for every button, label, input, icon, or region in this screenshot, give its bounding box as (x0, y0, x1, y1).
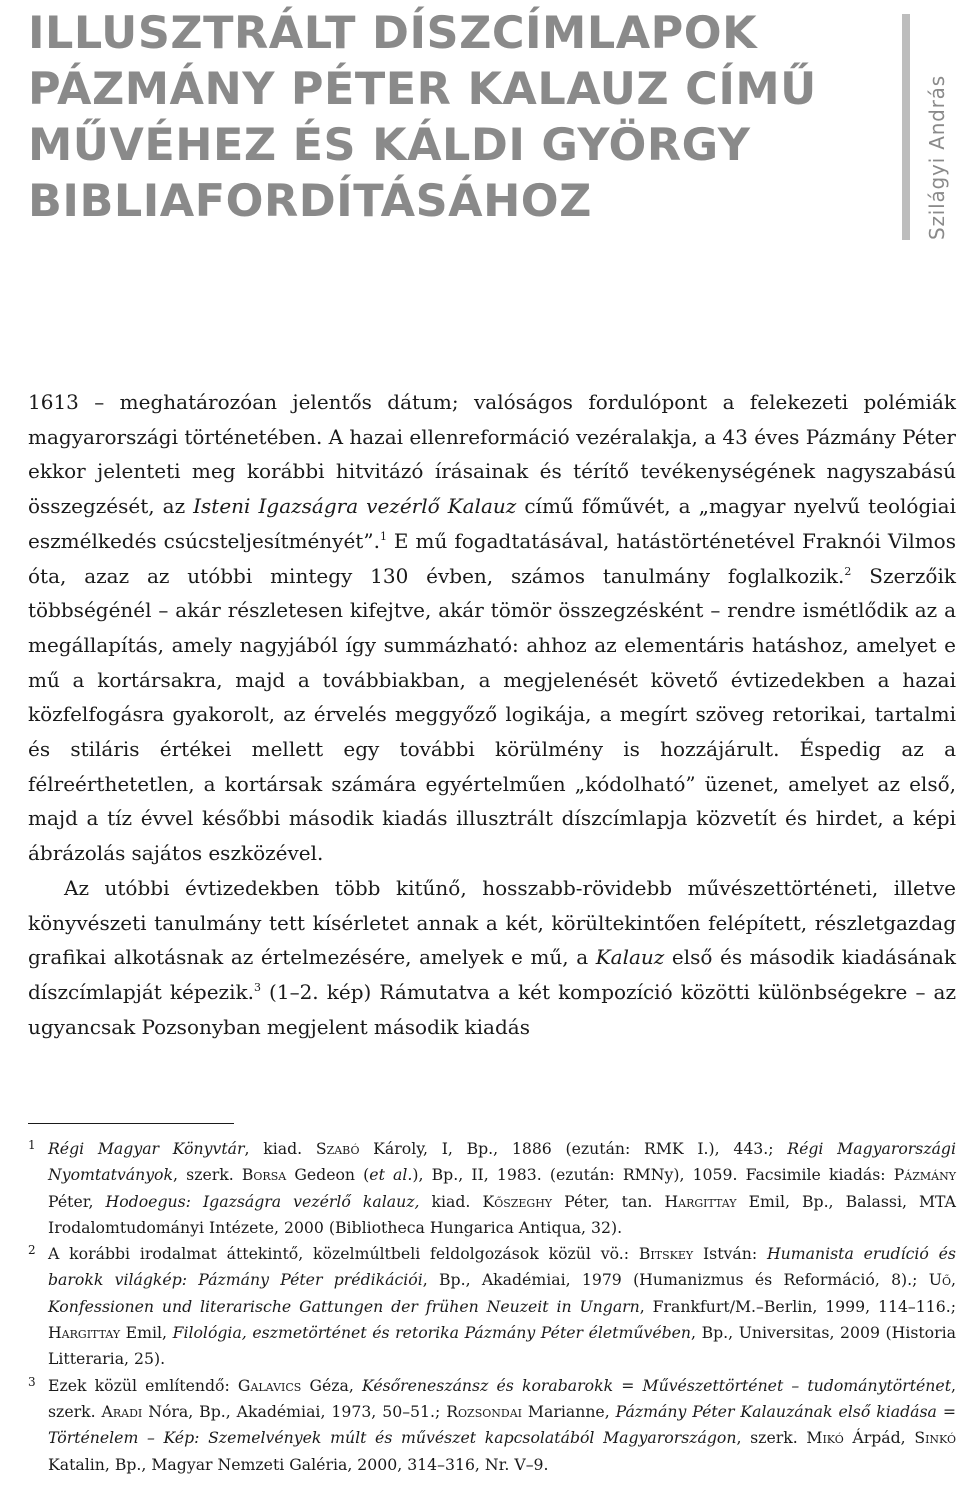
title-line: MŰVÉHEZ ÉS KÁLDI GYÖRGY (28, 120, 751, 171)
paragraph-1: 1613 – meghatározóan jelentős dátum; valóságos fordulópont a felekezeti polémiák magyarországi történetében. A hazai ellenreformáció vezéralakja, a 43 éves Pázmány Péter ekkor jelenteti meg korábbi hitvitázó írásainak és térítő tevékenységének nagyszabású összegzését, az Isteni Igazságra vezérlő Kalauz című főművét, a „magyar nyelvű teológiai eszmélkedés csúcsteljesítményét”.$^1$ E mű fogadtatásával, hatástörténetével Fraknói Vilmos óta, azaz az utóbbi mintegy 130 évben, számos tanulmány foglalkozik.$^2$ Szerzőik többségénél – akár részletesen kifejtve, akár tömör összegzésként – rendre ismétlődik az a megállapítás, amely nagyjából így summázható: ahhoz az elementáris hatáshoz, amelyet e mű a kortársakra, majd a továbbiakban, a megjelenését követő évtizedekben a hazai közfelfogásra gyakorolt, az érvelés meggyőző logikája, a megírt szöveg retorikai, tartalmi és stiláris értékei mellett egy további körülmény is hozzájárult. Éspedig az a félreérthetetlen, a kortársak számára egyértelműen „kódolható” üzenet, amelyet az első, majd a tíz évvel későbbi második kiadás illusztrált díszcímlapja közvetít és hirdet, a képi ábrázolás sajátos eszközével. (28, 390, 956, 866)
footnote-ref-2[interactable]: 2 (844, 564, 852, 578)
footnote-number: 2 (28, 1243, 36, 1258)
footnotes (28, 1136, 956, 1478)
title-line: PÁZMÁNY PÉTER KALAUZ CÍMŰ (28, 64, 817, 115)
footnote-ref-1[interactable]: 1 (379, 529, 387, 543)
footnote-3: 3 Ezek közül említendő: Galavics Géza, Későreneszánsz és korabarokk = Művészettörténet – tudománytörténet, szerk. Aradi Nóra, Bp., Akadémiai, 1973, 50–51.; Rozsondai Marianne, Pázmány Péter Kalauzának első kiadása = Történelem – Kép: Szemelvények múlt és művészet kapcsolatából Magyarországon, szerk. Mikó Árpád, Sinkó Katalin, Bp., Magyar Nemzeti Galéria, 2000, 314–316, Nr. V–9. (28, 1373, 956, 1478)
work-title-short: Kalauz (595, 945, 665, 970)
title-line: BIBLIAFORDÍTÁSÁHOZ (28, 176, 592, 227)
author-name: Szilágyi András (925, 75, 949, 240)
body-text (28, 385, 956, 1044)
article-title (28, 6, 878, 230)
footnote-separator (28, 1123, 234, 1124)
work-title: Isteni Igazságra vezérlő Kalauz (193, 494, 517, 519)
footnote-number: 3 (28, 1374, 36, 1389)
footnote-2: 2 A korábbi irodalmat áttekintő, közelmúltbeli feldolgozások közül vö.: Bitskey István: Humanista erudíció és barokk világkép: Pázmány Péter prédikációi, Bp., Akadémiai, 1979 (Humanizmus és Reformáció, 8).; Uő, Konfessionen und literarische Gattungen der frühen Neuzeit in Ungarn, Frankfurt/M.–Berlin, 1999, 114–116.; Hargittay Emil, Filológia, eszmetörténet és retorika Pázmány Péter életművében, Bp., Universitas, 2009 (Historia Litteraria, 25). (28, 1241, 956, 1372)
title-line: ILLUSZTRÁLT DÍSZCÍMLAPOK (28, 8, 758, 59)
footnote-ref-3[interactable]: 3 (253, 980, 261, 994)
title-divider (902, 14, 910, 240)
footnote-1: 1 Régi Magyar Könyvtár, kiad. Szabó Károly, I, Bp., 1886 (ezután: RMK I.), 443.; Régi Magyarországi Nyomtatványok, szerk. Borsa Gedeon (et al.), Bp., II, 1983. (ezután: RMNy), 1059. Facsimile kiadás: Pázmány Péter, Hodoegus: Igazságra vezérlő kalauz, kiad. Kőszeghy Péter, tan. Hargittay Emil, Bp., Balassi, MTA Irodalomtudományi Intézete, 2000 (Bibliotheca Hungarica Antiqua, 32). (28, 1136, 956, 1241)
paragraph-2: Az utóbbi évtizedekben több kitűnő, hosszabb-rövidebb művészettörténeti, illetve könyvészeti tanulmány tett kísérletet annak a két, körültekintően felépített, részletgazdag grafikai alkotásnak az értelmezésére, amelyek e mű, a Kalauz első és második kiadásának díszcímlapját képezik.$^3$ (1–2. kép) Rámutatva a két kompozíció közötti különbségekre – az ugyancsak Pozsonyban megjelent második kiadás (28, 875, 956, 1039)
footnote-number: 1 (28, 1138, 36, 1152)
